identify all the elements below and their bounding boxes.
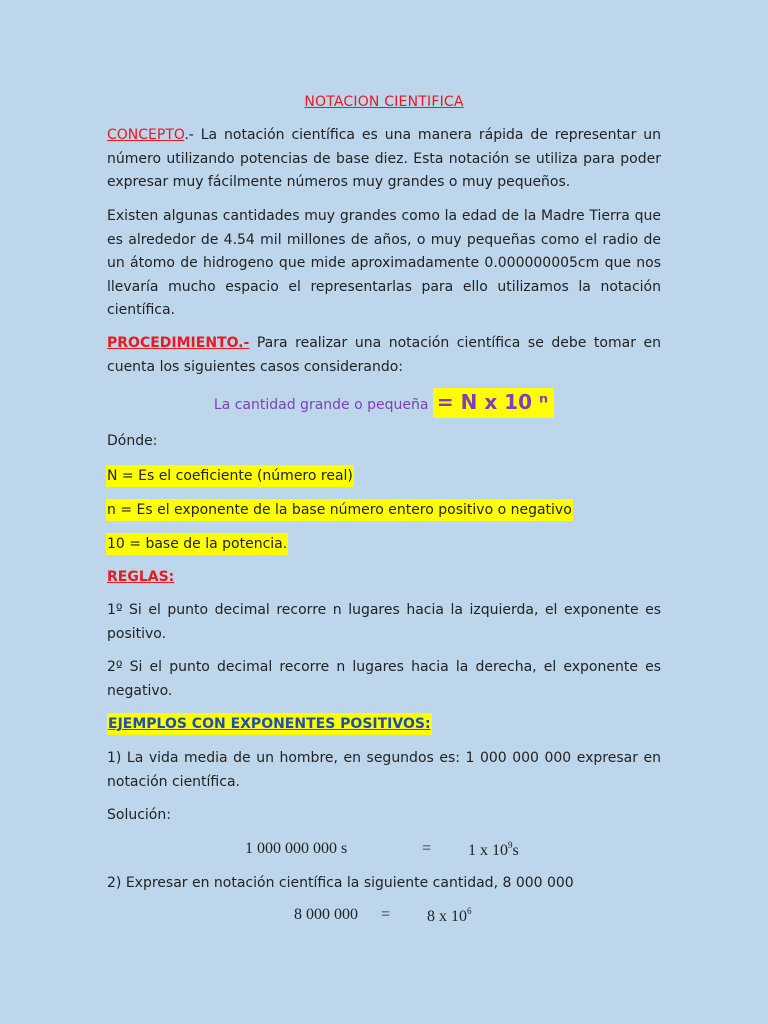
eq2-right <box>427 906 472 926</box>
eq2-equals: = <box>381 906 391 923</box>
eq2-right-exponent: 6 <box>467 906 472 916</box>
eq1-right <box>468 840 519 860</box>
procedimiento-text: Para realizar una notación científica se debe tomar en cuenta los siguientes casos considerando: <box>107 335 661 375</box>
concepto-paragraph <box>107 124 661 195</box>
definition-base: 10 = base de la potencia. <box>106 533 288 555</box>
eq1-right-base: 1 x 10 <box>468 842 508 859</box>
solucion-label: Solución: <box>107 807 171 823</box>
procedimiento-label: PROCEDIMIENTO.- <box>107 335 250 351</box>
procedimiento-paragraph <box>107 332 661 379</box>
example-2: 2) Expresar en notación científica la siguiente cantidad, 8 000 000 <box>107 875 574 891</box>
definition-exponent: n = Es el exponente de la base número entero positivo o negativo <box>106 499 573 521</box>
ejemplos-heading: EJEMPLOS CON EXPONENTES POSITIVOS: <box>107 713 432 735</box>
formula-text: La cantidad grande o pequeña <box>213 397 433 413</box>
eq1-left: 1 000 000 000 s <box>245 840 348 857</box>
example-1: 1) La vida media de un hombre, en segundos es: 1 000 000 000 expresar en notación científica. <box>107 750 661 790</box>
rule-2: 2º Si el punto decimal recorre n lugares hacia la derecha, el exponente es negativo. <box>107 659 661 699</box>
eq1-equals: = <box>422 840 432 857</box>
reglas-heading: REGLAS: <box>107 569 175 585</box>
concepto-text: .- La notación científica es una manera rápida de representar un número utilizando potencias de base diez. Esta notación se utiliza para poder expresar muy fácilmente números muy grandes o muy pequeños. <box>107 127 661 190</box>
intro-paragraph: Existen algunas cantidades muy grandes como la edad de la Madre Tierra que es alrededor de 4.54 mil millones de años, o muy pequeñas como el radio de un átomo de hidrogeno que mide aproximadamente 0.000000005cm que nos llevaría mucho espacio el representarlas para ello utilizamos la notación científica. <box>107 208 661 318</box>
eq2-left: 8 000 000 <box>294 906 358 923</box>
rule-1: 1º Si el punto decimal recorre n lugares hacia la izquierda, el exponente es positivo. <box>107 602 661 642</box>
eq2-right-base: 8 x 10 <box>427 908 467 925</box>
eq1-right-exponent: 9 <box>508 840 513 850</box>
page-title: NOTACION CIENTIFICA <box>304 94 464 110</box>
eq1-right-unit: s <box>512 842 519 859</box>
definition-coefficient: N = Es el coeficiente (número real) <box>106 465 354 487</box>
donde-label: Dónde: <box>107 433 158 449</box>
formula-line <box>0 390 768 414</box>
reglas-heading-wrap <box>107 566 661 590</box>
formula-highlight: = N x 10 ⁿ <box>433 388 554 418</box>
concepto-label: CONCEPTO <box>107 127 185 143</box>
